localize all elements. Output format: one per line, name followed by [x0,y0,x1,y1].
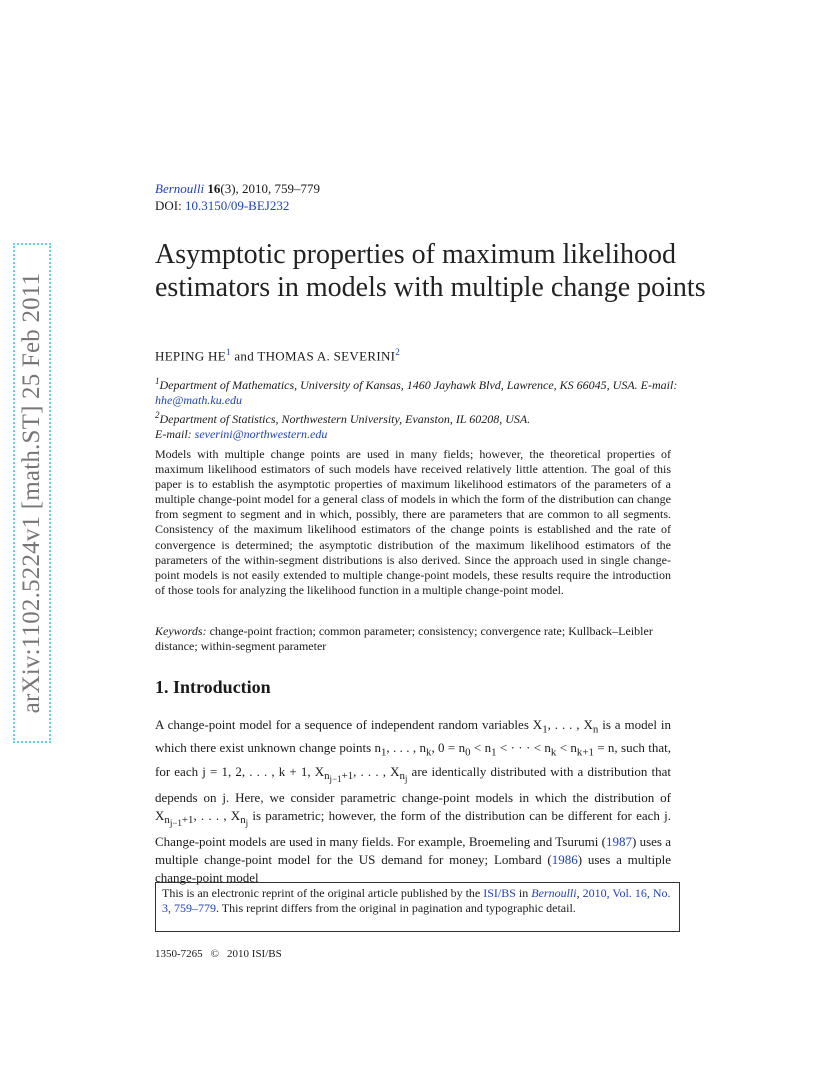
author-conjunction: and [234,348,254,364]
doi-label: DOI: [155,198,182,213]
journal-volume: 16 [207,181,221,196]
abstract: Models with multiple change points are used in many fields; however, the theoretical properties of maximum likelihood estimators of such models have received relatively little attention. The goal of this paper is to establish the asymptotic properties of maximum likelihood estimators of the parameters of a multiple change-point model for a general class of models in which the form of the distribution can change from segment to segment and in which, possibly, there are parameters that are common to all segments. Consistency of the maximum likelihood estimators of the change points is established and the rate of convergence is determined; the asymptotic distribution of the maximum likelihood estimators of the parameters of the within-segment distributions is also derived. Since the approach used in single change-point models is not easily extended to multiple change-point models, these results require the introduction of those tools for analyzing the likelihood function in a multiple change-point model. [155,447,671,597]
journal-issue: (3), 2010, 759–779 [220,181,321,196]
journal-name-link[interactable]: Bernoulli [155,181,205,196]
arxiv-side-stamp [13,243,51,743]
author-1-affil-link[interactable]: 1 [225,347,231,357]
footer-copyright [155,948,282,960]
author-2: THOMAS A. SEVERINI [257,348,396,364]
doi-link[interactable]: 10.3150/09-BEJ232 [184,198,290,213]
copyright-symbol: © [210,948,220,960]
citation-link-1986[interactable]: 1986 [551,851,578,867]
affiliations [155,374,685,442]
author-1: HEPING HE [155,348,226,364]
affiliation-2-email: E-mail: severini@northwestern.edu [155,427,328,441]
author-2-affil-link[interactable]: 2 [395,347,401,357]
citation-link-1987[interactable]: 1987 [605,834,632,850]
issn: 1350-7265 [155,948,203,960]
bernoulli-link[interactable]: Bernoulli [531,886,577,900]
affiliation-1: $^1$Department of Mathematics, University of Kansas, 1460 Jayhawk Blvd, Lawrence, KS 66045, USA. E-mail: hhe@math.ku.edu [155,376,678,407]
keywords [155,624,671,654]
volume-link[interactable]: 2010, Vol. 16, No. 3, 759–779 [162,886,671,915]
journal-info [155,180,320,214]
email-link-2[interactable]: severini@northwestern.edu [194,427,328,441]
paper-title: Asymptotic properties of maximum likelihood estimators in models with multiple change points [155,239,706,303]
authors [155,347,400,364]
email-link-1[interactable]: hhe@math.ku.edu [155,393,243,407]
section-heading-introduction: 1. Introduction [155,677,271,697]
reprint-notice-box: This is an electronic reprint of the original article published by the ISI/BS in Bernoulli, 2010, Vol. 16, No. 3, 759–779. This reprint differs from the original in pagination and typographic detail. [155,882,680,932]
affiliation-2: $^2$Department of Statistics, Northwestern University, Evanston, IL 60208, USA. [155,410,531,426]
introduction-paragraph: A change-point model for a sequence of independent random variables $X_1$, . . . , $X_n$ is a model in which there exist unknown change points $n_1$, . . . , $n_k$, $0 = n_0 < n_1$ < · · · < $n_k < n_{k+1} = n$, such that, for each j = 1, 2, . . . , k + 1, $X_{n_{j-1}+1}$, . . . , $X_{n_j}$ are identically distributed with a distribution that depends on j. Here, we consider parametric change-point models in which the distribution of $X_{n_{j-1}+1}$, . . . , $X_{n_j}$ is parametric; however, the form of the distribution can be different for each j. Change-point models are used in many fields. For example, Broemeling and Tsurumi (1987) uses a multiple change-point model for the US demand for money; Lombard (1986) uses a multiple change-point model [155,717,672,885]
copyright-holder: 2010 ISI/BS [227,948,282,960]
isi-bs-link[interactable]: ISI/BS [483,886,516,900]
arxiv-identifier: arXiv:1102.5224v1 [math.ST] 25 Feb 2011 [18,272,45,714]
keywords-text: change-point fraction; common parameter; consistency; convergence rate; Kullback–Leibler distance; within-segment parameter [155,624,653,653]
keywords-label: Keywords: [155,624,207,638]
